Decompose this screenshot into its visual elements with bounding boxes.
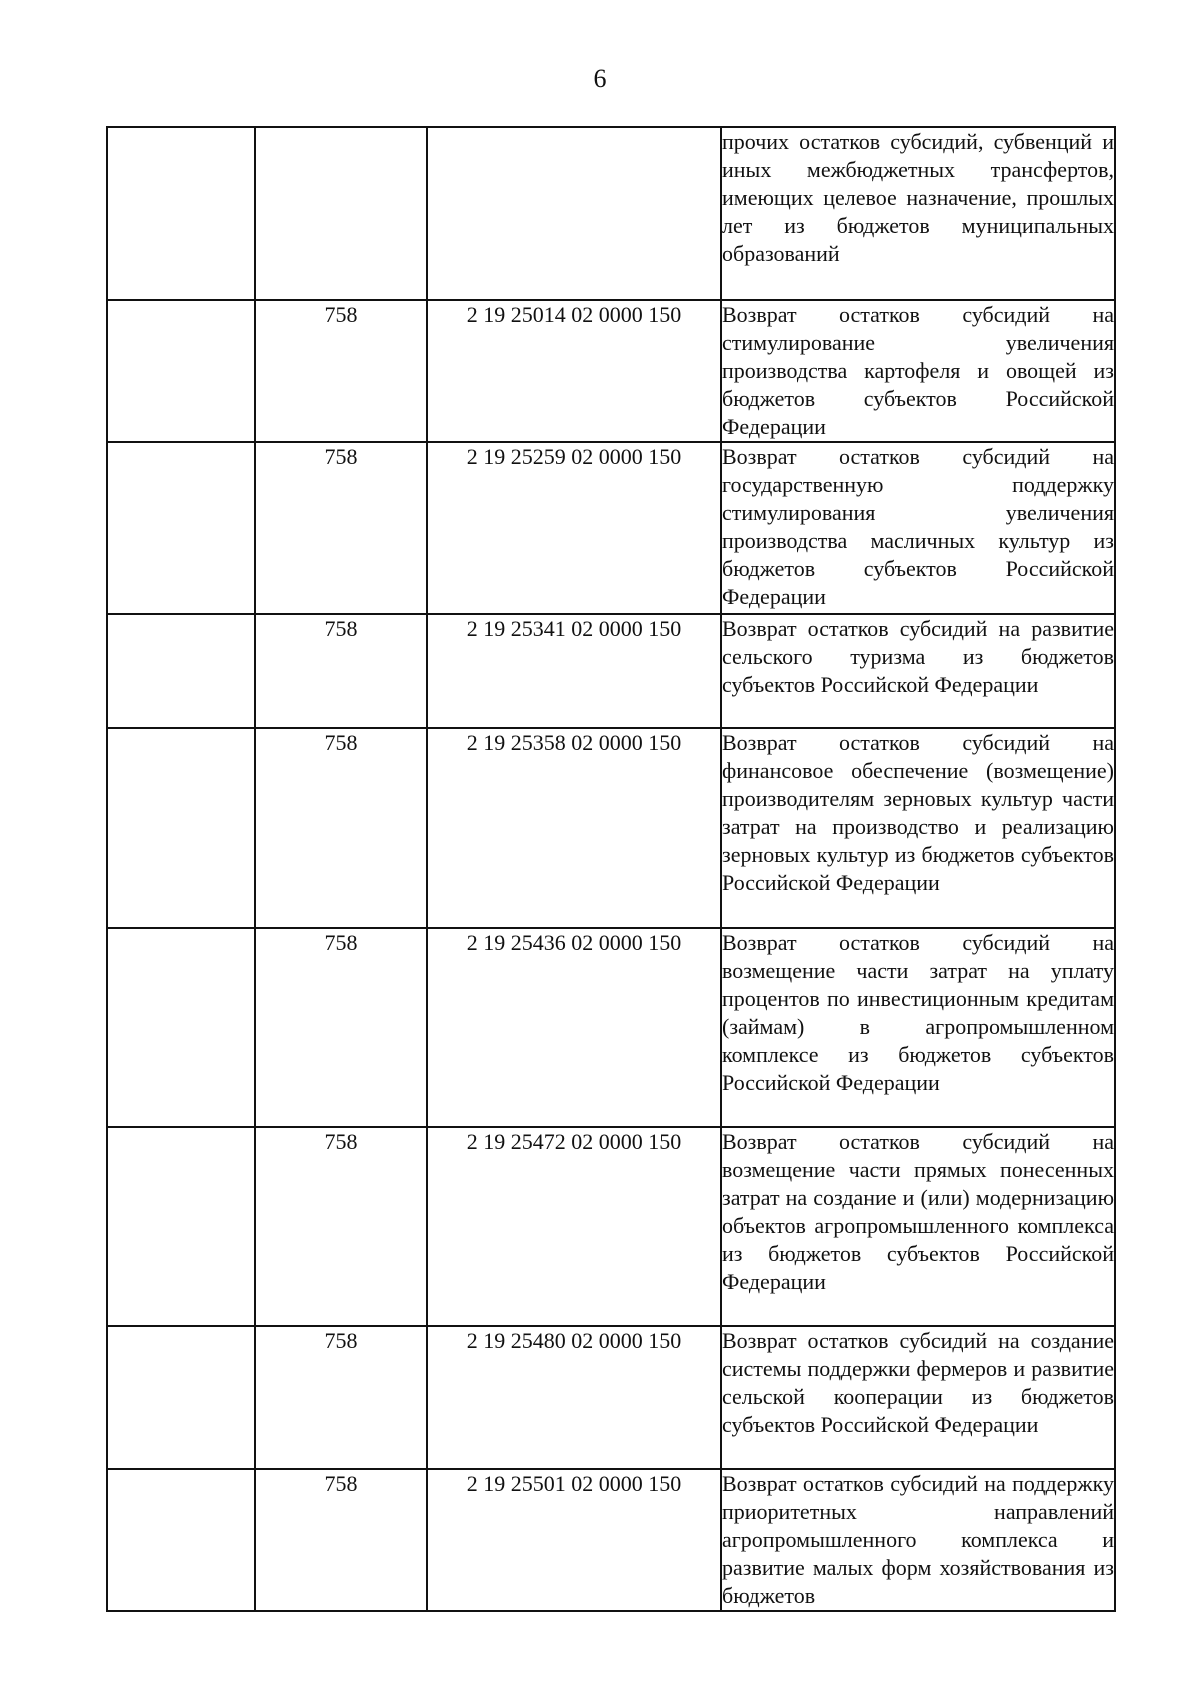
budget-code-cell: 2 19 25480 02 0000 150 — [427, 1326, 721, 1469]
table-row — [107, 928, 1115, 1127]
admin-code-cell: 758 — [255, 1469, 427, 1611]
empty-cell — [107, 928, 255, 1127]
admin-code-cell: 758 — [255, 442, 427, 614]
empty-cell — [107, 614, 255, 728]
budget-code-cell: 2 19 25472 02 0000 150 — [427, 1127, 721, 1326]
empty-cell — [107, 442, 255, 614]
admin-code-cell: 758 — [255, 300, 427, 442]
table-row — [107, 127, 1115, 300]
description-cell: Возврат остатков субсидий на возмещение части затрат на уплату процентов по инвестиционным кредитам (займам) в агропромышленном комплексе из бюджетов субъектов Российской Федерации — [721, 928, 1115, 1127]
budget-code-cell: 2 19 25341 02 0000 150 — [427, 614, 721, 728]
table-row — [107, 728, 1115, 928]
description-cell: Возврат остатков субсидий на финансовое обеспечение (возмещение) производителям зерновых культур части затрат на производство и реализацию зерновых культур из бюджетов субъектов Российской Федерации — [721, 728, 1115, 928]
admin-code-cell: 758 — [255, 928, 427, 1127]
empty-cell — [107, 127, 255, 300]
budget-code-cell: 2 19 25259 02 0000 150 — [427, 442, 721, 614]
description-cell: Возврат остатков субсидий на возмещение части прямых понесенных затрат на создание и (или) модернизацию объектов агропромышленного комплекса из бюджетов субъектов Российской Федерации — [721, 1127, 1115, 1326]
description-cell: Возврат остатков субсидий на создание системы поддержки фермеров и развитие сельской кооперации из бюджетов субъектов Российской Федерации — [721, 1326, 1115, 1469]
description-cell: Возврат остатков субсидий на стимулирование увеличения производства картофеля и овощей из бюджетов субъектов Российской Федерации — [721, 300, 1115, 442]
budget-code-cell: 2 19 25501 02 0000 150 — [427, 1469, 721, 1611]
description-cell: Возврат остатков субсидий на поддержку приоритетных направлений агропромышленного комплекса и развитие малых форм хозяйствования из бюджетов — [721, 1469, 1115, 1611]
budget-code-cell: 2 19 25436 02 0000 150 — [427, 928, 721, 1127]
admin-code-cell: 758 — [255, 728, 427, 928]
empty-cell — [107, 300, 255, 442]
table-row — [107, 1326, 1115, 1469]
admin-code-cell: 758 — [255, 1326, 427, 1469]
description-cell: Возврат остатков субсидий на развитие сельского туризма из бюджетов субъектов Российской Федерации — [721, 614, 1115, 728]
admin-code-cell — [255, 127, 427, 300]
empty-cell — [107, 1326, 255, 1469]
table-row — [107, 442, 1115, 614]
table-row — [107, 614, 1115, 728]
admin-code-cell: 758 — [255, 1127, 427, 1326]
empty-cell — [107, 1127, 255, 1326]
admin-code-cell: 758 — [255, 614, 427, 728]
table-row — [107, 300, 1115, 442]
description-cell: Возврат остатков субсидий на государственную поддержку стимулирования увеличения производства масличных культур из бюджетов субъектов Российской Федерации — [721, 442, 1115, 614]
empty-cell — [107, 728, 255, 928]
budget-code-cell: 2 19 25014 02 0000 150 — [427, 300, 721, 442]
budget-codes-table — [106, 126, 1116, 1612]
table-row — [107, 1127, 1115, 1326]
budget-code-cell: 2 19 25358 02 0000 150 — [427, 728, 721, 928]
table-row — [107, 1469, 1115, 1611]
budget-code-cell — [427, 127, 721, 300]
page-number: 6 — [593, 64, 607, 93]
description-cell: прочих остатков субсидий, субвенций и иных межбюджетных трансфертов, имеющих целевое назначение, прошлых лет из бюджетов муниципальных образований — [721, 127, 1115, 300]
empty-cell — [107, 1469, 255, 1611]
